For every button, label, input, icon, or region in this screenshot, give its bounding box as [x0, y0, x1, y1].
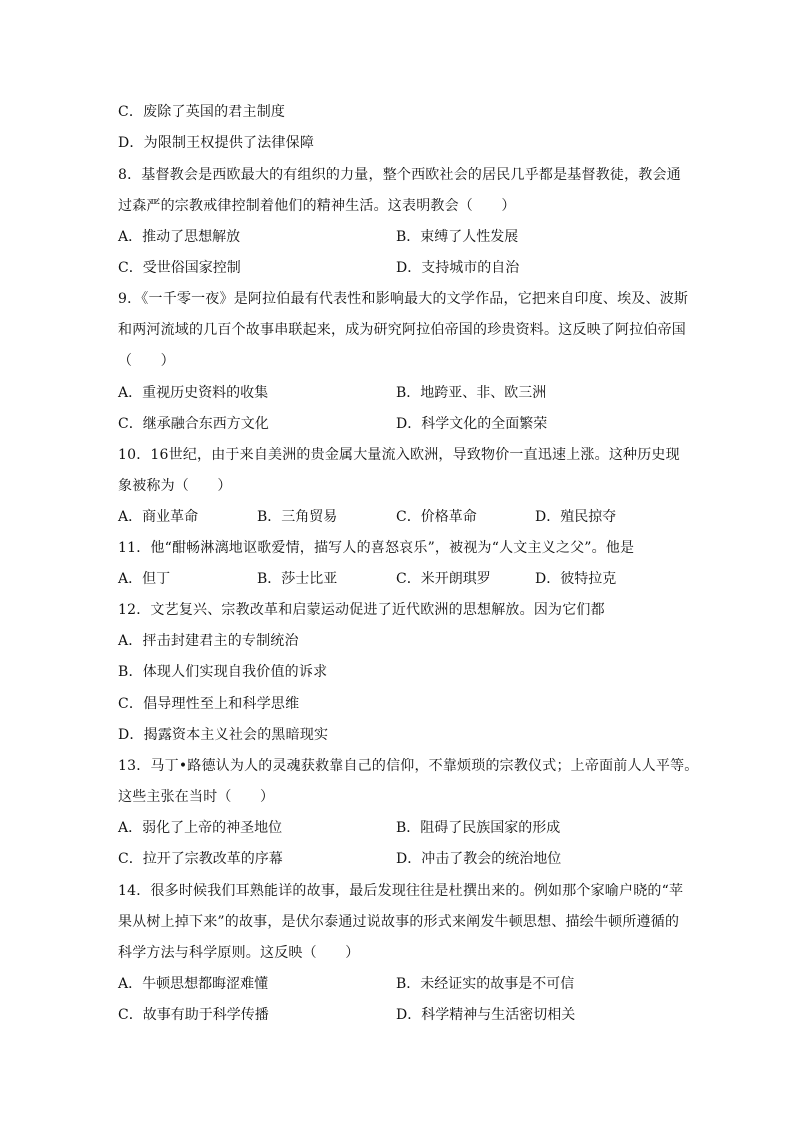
q8-option-c: C．受世俗国家控制	[118, 260, 241, 276]
q8-option-a: A．推动了思想解放	[118, 229, 241, 245]
q14-option-a: A．牛顿思想都晦涩难懂	[118, 976, 269, 992]
q9-option-d: D．科学文化的全面繁荣	[396, 416, 548, 432]
q13-stem-line-2: 这些主张在当时（ ）	[118, 789, 275, 805]
q7-option-d: D．为限制王权提供了法律保障	[118, 135, 315, 151]
q13-option-c: C．拉开了宗教改革的序幕	[118, 851, 283, 867]
q14-stem-line-3: 科学方法与科学原则。这反映（ ）	[118, 945, 360, 961]
q10-stem-line-2: 象被称为（ ）	[118, 478, 232, 494]
q8-stem-line-1: 8．基督教会是西欧最大的有组织的力量，整个西欧社会的居民几乎都是基督教徒，教会通	[118, 167, 681, 183]
q9-stem-line-2: 和两河流域的几百个故事串联起来，成为研究阿拉伯帝国的珍贵资料。这反映了阿拉伯帝国	[118, 322, 686, 338]
q9-option-b: B．地跨亚、非、欧三洲	[396, 385, 547, 401]
q13-option-a: A．弱化了上帝的神圣地位	[118, 820, 283, 836]
q13-option-b: B．阻碍了民族国家的形成	[396, 820, 561, 836]
q12-option-c: C．倡导理性至上和科学思维	[118, 696, 300, 712]
q11-option-d: D．彼特拉克	[535, 571, 617, 587]
q9-stem-line-1: 9．《一千零一夜》是阿拉伯最有代表性和影响最大的文学作品，它把来自印度、埃及、波斯	[118, 291, 689, 307]
q12-stem: 12．文艺复兴、宗教改革和启蒙运动促进了近代欧洲的思想解放。因为它们都	[118, 602, 605, 618]
q10-option-c: C．价格革命	[396, 509, 477, 525]
q11-option-c: C．米开朗琪罗	[396, 571, 491, 587]
q13-option-d: D．冲击了教会的统治地位	[396, 851, 562, 867]
q11-option-a: A．但丁	[118, 571, 171, 587]
q13-stem-line-1: 13．马丁•路德认为人的灵魂获救靠自己的信仰，不靠烦琐的宗教仪式；上帝面前人人平等。	[118, 758, 699, 774]
q14-option-b: B．未经证实的故事是不可信	[396, 976, 575, 992]
q10-option-d: D．殖民掠夺	[535, 509, 617, 525]
q9-option-a: A．重视历史资料的收集	[118, 385, 269, 401]
q14-stem-line-1: 14．很多时候我们耳熟能详的故事，最后发现往往是杜撰出来的。例如那个家喻户晓的“苹	[118, 883, 684, 899]
q8-option-b: B．束缚了人性发展	[396, 229, 519, 245]
q10-option-b: B．三角贸易	[257, 509, 338, 525]
q12-option-a: A．抨击封建君主的专制统治	[118, 633, 299, 649]
q14-option-c: C．故事有助于科学传播	[118, 1007, 269, 1023]
q12-option-b: B．体现人们实现自我价值的诉求	[118, 664, 328, 680]
q11-option-b: B．莎士比亚	[257, 571, 338, 587]
q9-option-c: C．继承融合东西方文化	[118, 416, 269, 432]
q14-stem-line-2: 果从树上掉下来”的故事，是伏尔泰通过说故事的形式来阐发牛顿思想、描绘牛顿所遵循的	[118, 914, 680, 930]
q14-option-d: D．科学精神与生活密切相关	[396, 1007, 576, 1023]
q11-stem: 11．他“酣畅淋漓地讴歌爱情，描写人的喜怒哀乐”，被视为“人文主义之父”。他是	[118, 540, 635, 556]
q10-stem-line-1: 10．16世纪，由于来自美洲的贵金属大量流入欧洲，导致物价一直迅速上涨。这种历史现	[118, 447, 680, 463]
q8-option-d: D．支持城市的自治	[396, 260, 520, 276]
q12-option-d: D．揭露资本主义社会的黑暗现实	[118, 727, 329, 743]
q10-option-a: A．商业革命	[118, 509, 199, 525]
q7-option-c: C．废除了英国的君主制度	[118, 104, 286, 120]
q8-stem-line-2: 过森严的宗教戒律控制着他们的精神生活。这表明教会（ ）	[118, 198, 516, 214]
q9-stem-line-3: （ ）	[118, 353, 175, 369]
